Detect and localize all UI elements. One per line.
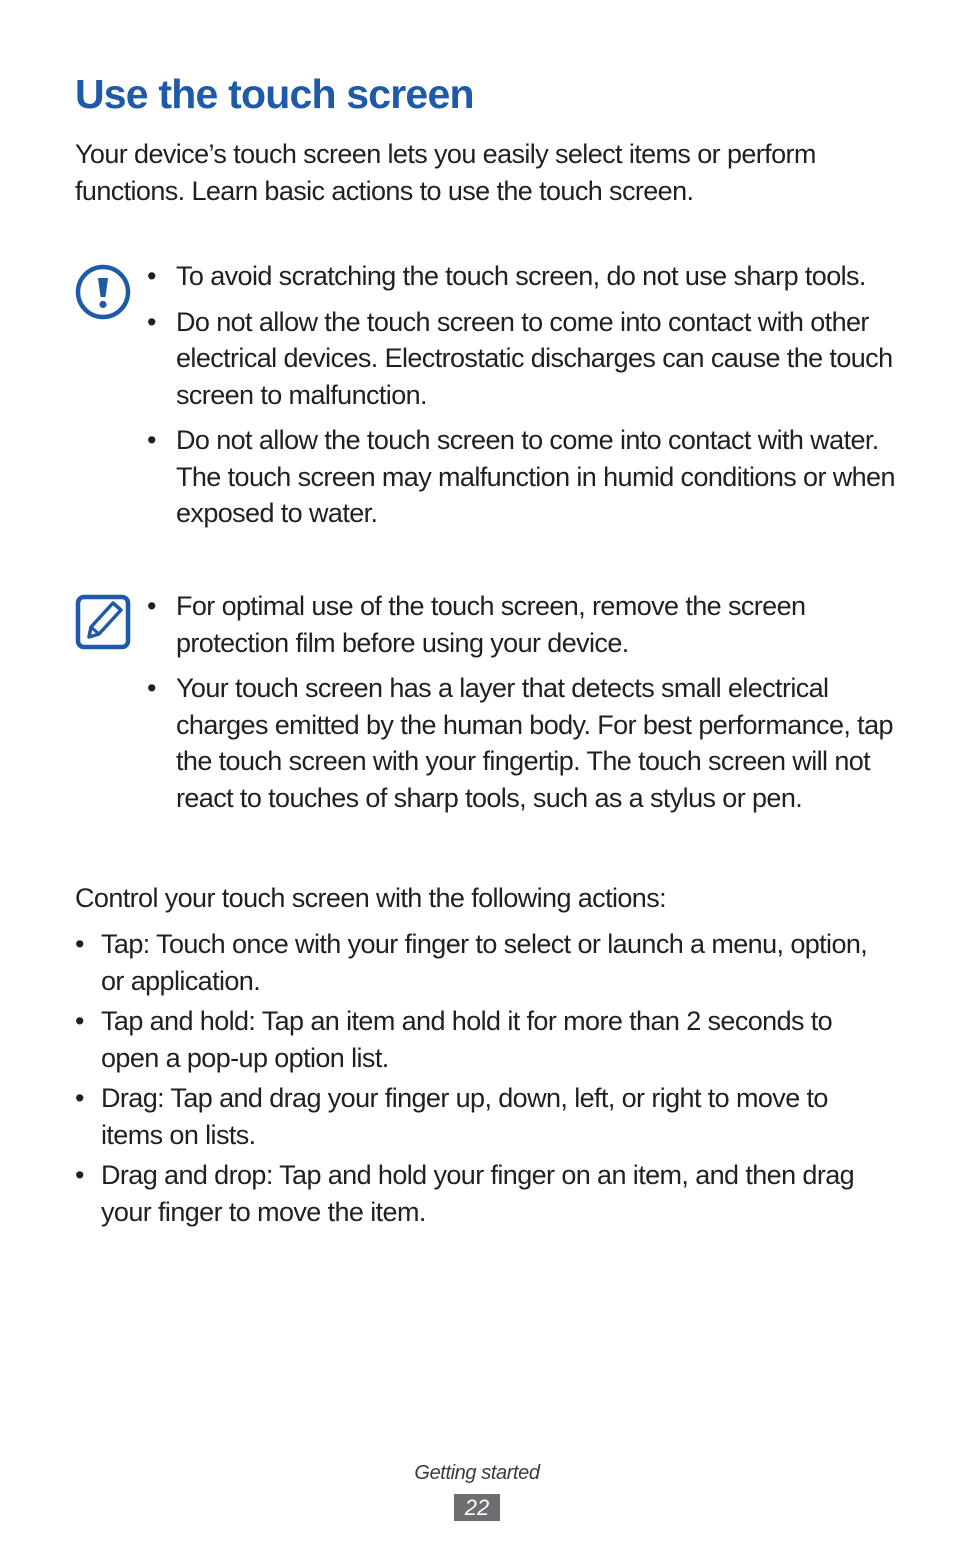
action-list xyxy=(75,926,895,1234)
note-item: • Your touch screen has a layer that detects small electrical charges emitted by the human body. For best performance, tap the touch screen with your fingertip. The touch screen will not react to touches of sharp tools, such as a stylus or pen. xyxy=(145,670,895,816)
intro-paragraph: Your device’s touch screen lets you easily select items or perform functions. Learn basic actions to use the touch screen. xyxy=(75,139,816,206)
action-item: • Tap and hold: Tap an item and hold it for more than 2 seconds to open a pop-up option list. xyxy=(75,1003,895,1076)
action-item: • Drag and drop: Tap and hold your finger on an item, and then drag your finger to move the item. xyxy=(75,1157,895,1230)
footer-section-label: Getting started xyxy=(414,1462,540,1484)
control-intro: Control your touch screen with the following actions: xyxy=(75,883,667,913)
note-pencil-icon xyxy=(75,594,131,650)
exclamation-icon xyxy=(75,264,131,320)
page-number: 22 xyxy=(454,1494,500,1521)
note-item: • For optimal use of the touch screen, remove the screen protection film before using your device. xyxy=(145,588,895,661)
action-item: • Drag: Tap and drag your finger up, down, left, or right to move to items on lists. xyxy=(75,1080,895,1153)
caution-item: • Do not allow the touch screen to come into contact with other electrical devices. Electrostatic discharges can cause the touch screen to malfunction. xyxy=(145,304,895,414)
page-title: Use the touch screen xyxy=(75,71,474,117)
note-list xyxy=(145,588,895,825)
caution-item: • To avoid scratching the touch screen, do not use sharp tools. xyxy=(145,258,895,295)
action-item: • Tap: Touch once with your finger to select or launch a menu, option, or application. xyxy=(75,926,895,999)
caution-list xyxy=(145,258,895,541)
caution-item: • Do not allow the touch screen to come into contact with water. The touch screen may malfunction in humid conditions or when exposed to water. xyxy=(145,422,895,532)
